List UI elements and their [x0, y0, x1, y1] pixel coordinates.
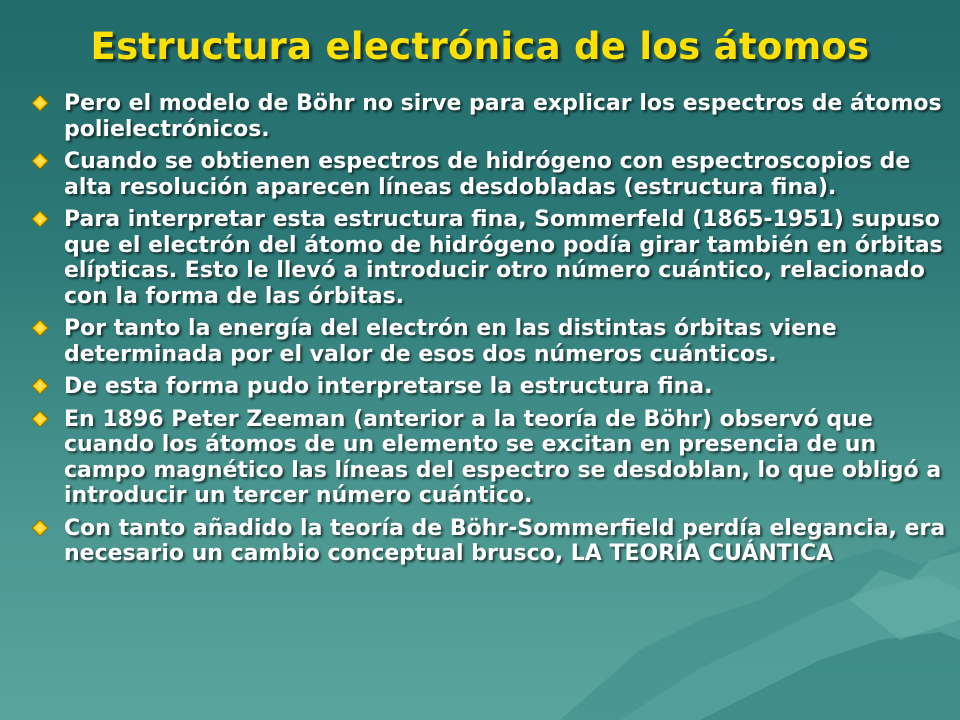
- bullet-item: [32, 91, 947, 142]
- bullet-item: [32, 374, 947, 400]
- diamond-bullet-icon: [32, 95, 48, 111]
- bullet-text: Para interpretar esta estructura fina, Sommerfeld (1865-1951) supuso que el electrón del átomo de hidrógeno podía girar también en órbitas elípticas. Esto le llevó a introducir otro número cuántico, relacionado con la forma de las órbitas.: [64, 207, 943, 309]
- slide-title: Estructura electrónica de los átomos: [90, 25, 870, 68]
- diamond-bullet-icon: [32, 211, 48, 227]
- diamond-bullet-icon: [32, 411, 48, 427]
- bullet-item: [32, 407, 947, 509]
- diamond-bullet-icon: [32, 520, 48, 536]
- bullet-item: [32, 149, 947, 200]
- diamond-bullet-icon: [32, 153, 48, 169]
- bullet-text: En 1896 Peter Zeeman (anterior a la teoría de Böhr) observó que cuando los átomos de un elemento se excitan en presencia de un campo magnético las líneas del espectro se desdoblan, lo que obligó a introducir un tercer número cuántico.: [64, 406, 942, 508]
- bullet-text: Cuando se obtienen espectros de hidrógeno con espectroscopios de alta resolución aparecen líneas desdobladas (estructura fina).: [64, 149, 911, 200]
- bullet-item: [32, 207, 947, 309]
- bullet-text: Por tanto la energía del electrón en las distintas órbitas viene determinada por el valor de esos dos números cuánticos.: [64, 316, 837, 367]
- bullet-text: Pero el modelo de Böhr no sirve para explicar los espectros de átomos polielectrónicos.: [64, 91, 942, 142]
- diamond-bullet-icon: [32, 320, 48, 336]
- bullet-item: [32, 316, 947, 367]
- diamond-bullet-icon: [32, 378, 48, 394]
- bullet-item: [32, 516, 947, 567]
- bullet-text: Con tanto añadido la teoría de Böhr-Sommerfield perdía elegancia, era necesario un cambio conceptual brusco, LA TEORÍA CUÁNTICA: [64, 515, 946, 566]
- bullet-list: [32, 91, 947, 574]
- bullet-text: De esta forma pudo interpretarse la estructura fina.: [64, 374, 713, 399]
